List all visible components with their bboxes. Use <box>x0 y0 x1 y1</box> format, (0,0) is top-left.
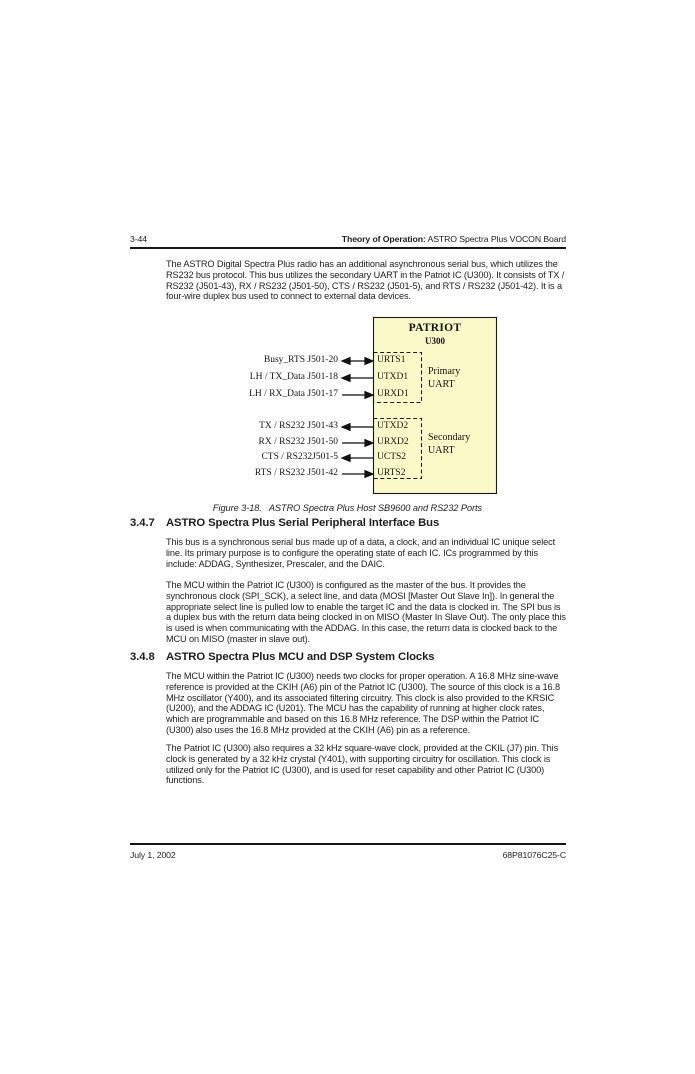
arrowhead-right-icon <box>365 440 373 447</box>
section-heading-347 <box>130 517 566 529</box>
pin-label-urts2: URTS2 <box>377 468 406 478</box>
pin-label-utxd2: UTXD2 <box>377 421 409 431</box>
running-header-rest: ASTRO Spectra Plus VOCON Board <box>425 234 566 244</box>
arrowhead-right-icon <box>365 392 373 399</box>
figure-caption-title: ASTRO Spectra Plus Host SB9600 and RS232 Ports <box>268 503 483 513</box>
section-348-paragraph-2: The Patriot IC (U300) also requires a 32 kHz square-wave clock, provided at the CKIL (J7) pin. This clock is generated by a 32 kHz crystal (Y401), with supporting circuitry for oscillation. This clock is utilized only for the Patriot IC (U300), and is used for reset capability and other Patriot IC (U300) functions. <box>166 743 559 786</box>
secondary-uart-label <box>428 432 498 457</box>
pin-label-urxd1: URXD1 <box>377 389 409 399</box>
arrowhead-left-icon <box>342 375 350 382</box>
section-heading-348 <box>130 651 566 663</box>
signal-label-tx-rs232: TX / RS232 J501-43 <box>259 421 338 431</box>
footer-date: July 1, 2002 <box>130 850 176 860</box>
primary-uart-label-line2: UART <box>428 378 455 390</box>
figure-caption-label: Figure 3-18. <box>212 503 262 513</box>
header-rule <box>130 247 566 249</box>
pin-label-urts1: URTS1 <box>377 355 406 365</box>
signal-label-cts-rs232: CTS / RS232J501-5 <box>261 452 338 462</box>
figure-caption <box>130 503 565 513</box>
arrowhead-right-icon <box>365 358 373 365</box>
signal-label-tx-data: LH / TX_Data J501-18 <box>249 372 338 382</box>
running-header <box>130 234 566 244</box>
arrowhead-left-icon <box>342 424 350 431</box>
section-number: 3.4.8 <box>130 651 155 663</box>
page-number: 3-44 <box>130 234 147 244</box>
figure-diagram <box>238 310 510 500</box>
section-title: ASTRO Spectra Plus MCU and DSP System Clocks <box>166 651 435 663</box>
arrowhead-left-icon <box>342 358 350 365</box>
arrowhead-left-icon <box>342 455 350 462</box>
chip-title: PATRIOT <box>408 322 462 334</box>
signal-label-busy-rts: Busy_RTS J501-20 <box>263 355 338 365</box>
section-title: ASTRO Spectra Plus Serial Peripheral Interface Bus <box>166 517 440 529</box>
chip-ref: U300 <box>425 336 445 346</box>
footer-rule <box>130 843 566 845</box>
section-347-paragraph-2: The MCU within the Patriot IC (U300) is configured as the master of the bus. It provides the synchronous clock (SPI_SCK), a select line, and data (MOSI [Master Out Slave In]). In general the appropriate select line is pulled low to enable the target IC and the data is clocked in. The SPI bus is a duplex bus with the return data being clocked in on MISO (Master In Slave Out). The only place this is used is when communicating with the ADDAG. In this case, the return data is clocked back to the MCU on MISO (master in slave out). <box>166 580 566 644</box>
signal-label-rx-rs232: RX / RS232 J501-50 <box>258 437 338 447</box>
running-header-bold: Theory of Operation: <box>341 234 426 244</box>
section-number: 3.4.7 <box>130 517 155 529</box>
primary-uart-label <box>428 366 498 391</box>
pin-label-utxd1: UTXD1 <box>377 372 409 382</box>
pin-label-urxd2: URXD2 <box>377 437 409 447</box>
footer-doc-number: 68P81076C25-C <box>502 850 566 860</box>
signal-label-rts-rs232: RTS / RS232 J501-42 <box>254 468 338 478</box>
intro-paragraph: The ASTRO Digital Spectra Plus radio has an additional asynchronous serial bus, which utilizes the RS232 bus protocol. This bus utilizes the secondary UART in the Patriot IC (U300). It consists of TX / RS232 (J501-43), RX / RS232 (J501-50), CTS / RS232 (J501-5), and RTS / RS232 (J501-42). It is a four-wire duplex bus used to connect to external data devices. <box>166 259 565 302</box>
secondary-uart-label-line1: Secondary <box>428 432 471 443</box>
section-347-paragraph-1: This bus is a synchronous serial bus made up of a data, a clock, and an individual IC unique select line. Its primary purpose is to configure the operating state of each IC. ICs programmed by this include: ADDAG, Synthesizer, Prescaler, and the DAIC. <box>166 537 556 569</box>
secondary-uart-label-line2: UART <box>428 444 455 456</box>
pin-label-ucts2: UCTS2 <box>377 452 407 462</box>
arrowhead-right-icon <box>365 471 373 478</box>
signal-label-rx-data: LH / RX_Data J501-17 <box>249 389 338 399</box>
section-348-paragraph-1: The MCU within the Patriot IC (U300) needs two clocks for proper operation. A 16.8 MHz sine-wave reference is provided at the CKIH (A6) pin of the Patriot IC (U300). The source of this clock is a 16.8 MHz oscillator (Y400), and its associated filtering circuitry. This clock is also provided to the KRSIC (U200), and the ADDAG IC (U201). The MCU has the capability of running at higher clock rates, which are programmable and based on this 16.8 MHz reference. The DSP within the Patriot IC (U300) also uses the 16.8 MHz provided at the CKIH (A6) pin as a reference. <box>166 671 560 735</box>
primary-uart-label-line1: Primary <box>428 366 461 377</box>
